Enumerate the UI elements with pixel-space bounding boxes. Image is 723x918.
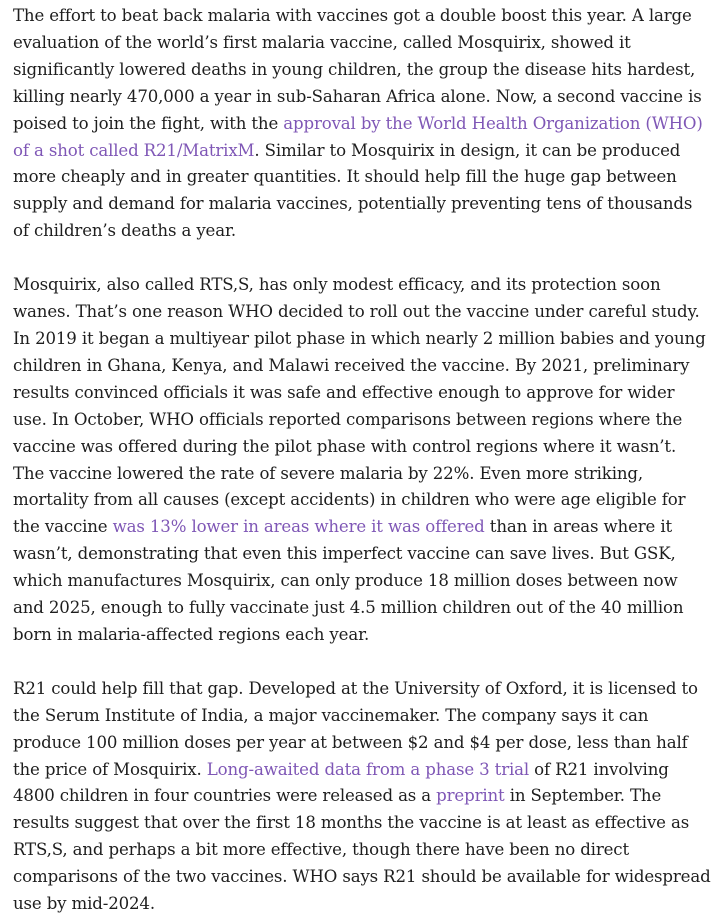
paragraph-text: R21 could help fill that gap. Developed at the University of Oxford, it is licensed to the Serum Institute of India, a major vaccinemaker. The company says it can produce 100 million doses per year at between $2 and $4 per dose, less than half the price of Mosquirix. bbox=[13, 678, 698, 779]
paragraph-text: in September. The results suggest that over the first 18 months the vaccine is at least as effective as RTS,S, and perhaps a bit more effective, though there have been no direct comparisons of the two vaccines. WHO says R21 should be available for widespread use by mid-2024. bbox=[13, 786, 711, 914]
paragraph-text: of R21 involving 4800 children in four countries were released as a bbox=[13, 759, 669, 806]
paragraph-3 bbox=[13, 676, 711, 918]
preprint-link[interactable]: preprint bbox=[436, 786, 505, 806]
paragraph-text: Mosquirix, also called RTS,S, has only modest efficacy, and its protection soon wanes. That’s one reason WHO decided to roll out the vaccine under careful study. In 2019 it began a multiyear pilot phase in which nearly 2 million babies and young children in Ghana, Kenya, and Malawi received the vaccine. By 2021, preliminary results convinced officials it was safe and effective enough to approve for wider use. In October, WHO officials reported comparisons between regions where the vaccine was offered during the pilot phase with control regions where it wasn’t. The vaccine lowered the rate of severe malaria by 22%. Even more striking, mortality from all causes (except accidents) in children who were age eligible for the vaccine bbox=[13, 275, 706, 537]
mortality-13-percent-link[interactable]: was 13% lower in areas where it was offered bbox=[112, 517, 485, 537]
who-approval-r21-link[interactable]: approval by the World Health Organization (WHO) of a shot called R21/MatrixM bbox=[13, 113, 703, 160]
paragraph-text: The effort to beat back malaria with vaccines got a double boost this year. A large evaluation of the world’s first malaria vaccine, called Mosquirix, showed it significantly lowered deaths in young children, the group the disease hits hardest, killing nearly 470,000 a year in sub-Saharan Africa alone. Now, a second vaccine is poised to join the fight, with the bbox=[13, 6, 702, 133]
paragraph-2 bbox=[13, 272, 711, 649]
paragraph-text: than in areas where it wasn’t, demonstrating that even this imperfect vaccine can save lives. But GSK, which manufactures Mosquirix, can only produce 18 million doses between now and 2025, enough to fully vaccinate just 4.5 million children out of the 40 million born in malaria-affected regions each year. bbox=[13, 517, 684, 644]
paragraph-1 bbox=[13, 3, 711, 245]
paragraph-text: . Similar to Mosquirix in design, it can be produced more cheaply and in greater quantities. It should help fill the huge gap between supply and demand for malaria vaccines, potentially preventing tens of thousands of children’s deaths a year. bbox=[13, 140, 693, 241]
phase-3-trial-data-link[interactable]: Long-awaited data from a phase 3 trial bbox=[206, 759, 530, 779]
